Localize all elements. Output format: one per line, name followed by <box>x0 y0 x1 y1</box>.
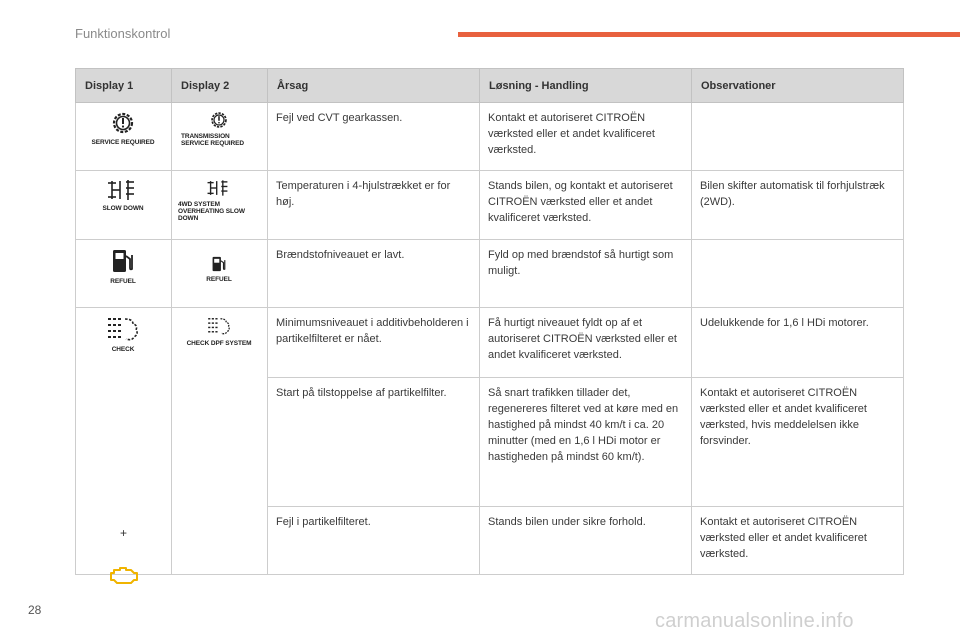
display2-cell <box>172 308 268 575</box>
icon-caption: SLOW DOWN <box>102 205 144 212</box>
solution-cell: Fyld op med brændstof så hurtigt som muligt. <box>480 240 692 308</box>
table-row <box>76 103 904 171</box>
icon-caption: SERVICE REQUIRED <box>91 139 155 146</box>
section-title: Funktionskontrol <box>75 26 171 41</box>
4wd-drivetrain-icon <box>106 178 140 202</box>
icon-caption: CHECK DPF SYSTEM <box>186 340 252 347</box>
watermark: carmanualsonline.info <box>655 610 854 632</box>
note-cell: Kontakt et autoriseret CITROËN værksted eller et andet kvalificeret værksted, hvis meddelelsen ikke forsvinder. <box>692 378 904 507</box>
note-cell: Bilen skifter automatisk til forhjulstræk (2WD). <box>692 171 904 240</box>
icon-caption: CHECK <box>111 346 135 353</box>
display1-cell <box>76 308 172 575</box>
note-cell <box>692 240 904 308</box>
cause-cell: Fejl i partikelfilteret. <box>268 507 480 575</box>
table-row <box>76 308 904 378</box>
icon-caption: REFUEL <box>206 276 232 283</box>
solution-cell: Så snart trafikken tillader det, regenereres filteret ved at køre med en hastighed på mindst 40 km/t i ca. 20 minutter (med en 1,6 l HDi motor er hastigheden på mindst 60 km/t). <box>480 378 692 507</box>
warning-table <box>75 68 904 575</box>
plus-sign: + <box>119 526 127 540</box>
solution-cell: Stands bilen under sikre forhold. <box>480 507 692 575</box>
display2-cell <box>172 240 268 308</box>
note-cell: Udelukkende for 1,6 l HDi motorer. <box>692 308 904 378</box>
page-number: 28 <box>28 603 42 617</box>
solution-cell: Stands bilen, og kontakt et autoriseret CITROËN værksted eller et andet kvalificeret værksted. <box>480 171 692 240</box>
table-row <box>76 240 904 308</box>
particle-filter-icon <box>105 315 141 343</box>
table-header-row <box>76 69 904 103</box>
cause-cell: Temperaturen i 4-hjulstrækket er for høj. <box>268 171 480 240</box>
note-cell <box>692 103 904 171</box>
table-row <box>76 171 904 240</box>
icon-caption: 4WD SYSTEM OVERHEATING SLOW DOWN <box>178 201 245 222</box>
particle-filter-icon <box>206 315 232 337</box>
wrench-gear-icon <box>110 110 136 136</box>
header-accent-bar <box>458 32 960 37</box>
display1-cell <box>76 103 172 171</box>
display2-cell <box>172 103 268 171</box>
col-header-observations: Observationer <box>692 69 904 103</box>
cause-cell: Brændstofniveauet er lavt. <box>268 240 480 308</box>
col-header-display2: Display 2 <box>172 69 268 103</box>
cause-cell: Fejl ved CVT gearkassen. <box>268 103 480 171</box>
fuel-pump-icon <box>111 247 135 275</box>
display2-cell <box>172 171 268 240</box>
4wd-drivetrain-icon <box>206 178 232 198</box>
icon-caption: TRANSMISSION SERVICE REQUIRED <box>181 133 244 147</box>
engine-check-icon <box>108 563 140 587</box>
cause-cell: Minimumsniveauet i additivbeholderen i partikelfilteret er nået. <box>268 308 480 378</box>
fuel-pump-icon <box>211 255 227 273</box>
wrench-gear-icon <box>209 110 229 130</box>
display1-cell <box>76 240 172 308</box>
solution-cell: Få hurtigt niveauet fyldt op af et autoriseret CITROËN værksted eller et andet kvalificeret værksted. <box>480 308 692 378</box>
engine-check-wrap <box>108 563 140 592</box>
solution-cell: Kontakt et autoriseret CITROËN værksted eller et andet kvalificeret værksted. <box>480 103 692 171</box>
note-cell: Kontakt et autoriseret CITROËN værksted eller et andet kvalificeret værksted. <box>692 507 904 575</box>
col-header-cause: Årsag <box>268 69 480 103</box>
icon-caption: REFUEL <box>110 278 136 285</box>
col-header-display1: Display 1 <box>76 69 172 103</box>
col-header-solution: Løsning - Handling <box>480 69 692 103</box>
cause-cell: Start på tilstoppelse af partikelfilter. <box>268 378 480 507</box>
display1-cell <box>76 171 172 240</box>
